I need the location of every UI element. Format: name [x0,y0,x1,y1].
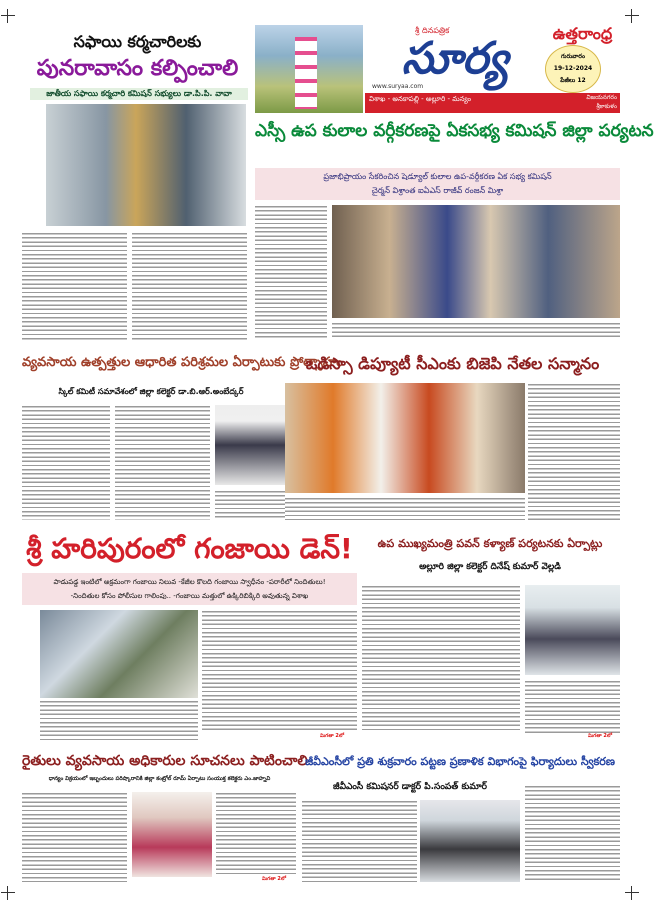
story6-body [362,585,520,733]
story3-body [115,405,210,520]
story5-photo [40,610,198,698]
story6-body [525,680,620,733]
story7-photo [132,792,212,877]
page-count: పేజీలు 12 [560,77,586,84]
story5-caption [40,700,198,740]
crop-mark [1,9,15,23]
story4-body [285,497,525,520]
story3-headline: వ్యవసాయ ఉత్పత్తుల ఆధారిత పరిశ్రమల ఏర్పాటుకు ప్రోత్సాహం [22,355,343,370]
story2-headline: ఎస్సీ ఉప కులాల వర్గీకరణపై ఏకసభ్య కమిషన్ జిల్లా పర్యటన [255,121,654,141]
crop-mark [625,9,639,23]
story4-body [528,383,620,520]
districts: విశాఖ - అనకాపల్లి - అల్లూరి - మన్యం [369,95,472,103]
story6-headline: ఉప ముఖ్యమంత్రి పవన్ కళ్యాణ్ పర్యటనకు ఏర్పాట్లు [377,537,603,550]
story4-headline: ఒడిస్సా డిప్యూటీ సీఎంకు బిజెపి నేతల సన్మానం [305,354,600,373]
date-badge [545,45,601,93]
story2-subhead-box [255,168,620,200]
masthead-website: www.suryaa.com [372,83,424,90]
district-strip [365,93,620,113]
masthead-title: సూర్య [401,33,509,84]
weekday: గురువారం [560,53,586,60]
story1-headline: పునరావాసం కల్పించాలి [36,56,239,81]
crop-mark [625,886,639,900]
story6-photo [525,585,620,675]
edition-name: ఉత్తరాంధ్ర [552,24,613,43]
story2-photo [332,205,620,318]
story3-photo [215,405,285,485]
story1-body [132,232,247,340]
story8-subhead: జీవీఎంసీ కమిషనర్ డాక్టర్ పి.సంపత్ కుమార్ [332,782,488,792]
story1-kicker: సఫాయి కర్మచారిలకు [73,32,202,51]
story5-subhead: పాడుపడ్డ ఇంటిలో అక్రమంగా గంజాయి నిలువ -కేజీల కొలది గంజాయి స్వాధీనం -పరారీలో నిందితులు! [53,578,326,586]
story1-photo [46,104,246,226]
story2-subhead: చైర్మన్ విశ్రాంత ఐఏఎస్ రాజీవ్ రంజన్ మిశ్రా [371,186,504,195]
story5-headline: శ్రీ హరిపురంలో గంజాయి డెన్! [26,532,353,565]
story7-subhead: ధాన్యం విక్రయంలో ఇబ్బందులు పరిష్కారానికి జిల్లా కంట్రోల్ రూమ్ ఏర్పాటు సంయుక్త కలెక్టరు ఎం.జాహ్నవి [48,776,271,782]
story8-photo [420,800,520,882]
continued-link[interactable]: మిగతా 2లో [588,733,613,739]
story2-caption [332,322,620,340]
story7-body [216,792,296,874]
continued-link[interactable]: మిగతా 2లో [262,876,287,882]
story4-photo [285,383,525,493]
masthead [255,25,620,113]
districts-2a: విజయనగరం [586,94,617,101]
story8-headline: జీవీఎంసీలో ప్రతి శుక్రవారం పట్టణ ప్రణాళిక విభాగంపై ఫిర్యాదులు స్వీకరణ [305,755,615,768]
story5-body [202,610,357,732]
story7-body [22,792,127,882]
continued-link[interactable]: మిగతా 2లో [320,733,345,739]
story3-subhead: స్కిల్ కమిటీ సమావేశంలో జిల్లా కలెక్టర్ డా.బి.ఆర్.అంబేద్కర్ [58,387,244,396]
story2-subhead: ప్రజాభిప్రాయం సేకరించిన షెడ్యూల్ కులాల ఉప-వర్గీకరణ ఏక సభ్య కమిషన్ [323,172,552,181]
story6-subhead: అల్లూరి జిల్లా కలెక్టర్ దినేష్ కుమార్ వెల్లడి [419,562,561,572]
masthead-photo [255,25,363,113]
story3-body [22,405,110,520]
story5-subhead-box [22,573,357,605]
story5-subhead: -నిందితుల కోసం పోలీసుల గాలింపు.. -గంజాయి మత్తులో ఉక్కిరిబిక్కిరి అవుతున్న విశాఖ [70,592,309,600]
story3-body [215,490,285,520]
issue-date: 19-12-2024 [553,65,593,72]
story1-subhead: జాతీయ సఫాయి కర్మచారి కమిషన్ సభ్యులు డా.పి.పి. వావా [30,88,248,100]
districts-2b: శ్రీకాకుళం [596,103,617,110]
masthead-tagline: శ్రీ దినపత్రిక [415,26,450,35]
story7-headline: రైతులు వ్యవసాయ అధికారుల సూచనలు పాటించాలి [22,753,308,769]
crop-mark [1,886,15,900]
story8-body [302,800,417,882]
story8-body [525,785,620,882]
story2-body [255,205,327,340]
story1-body [22,232,127,340]
